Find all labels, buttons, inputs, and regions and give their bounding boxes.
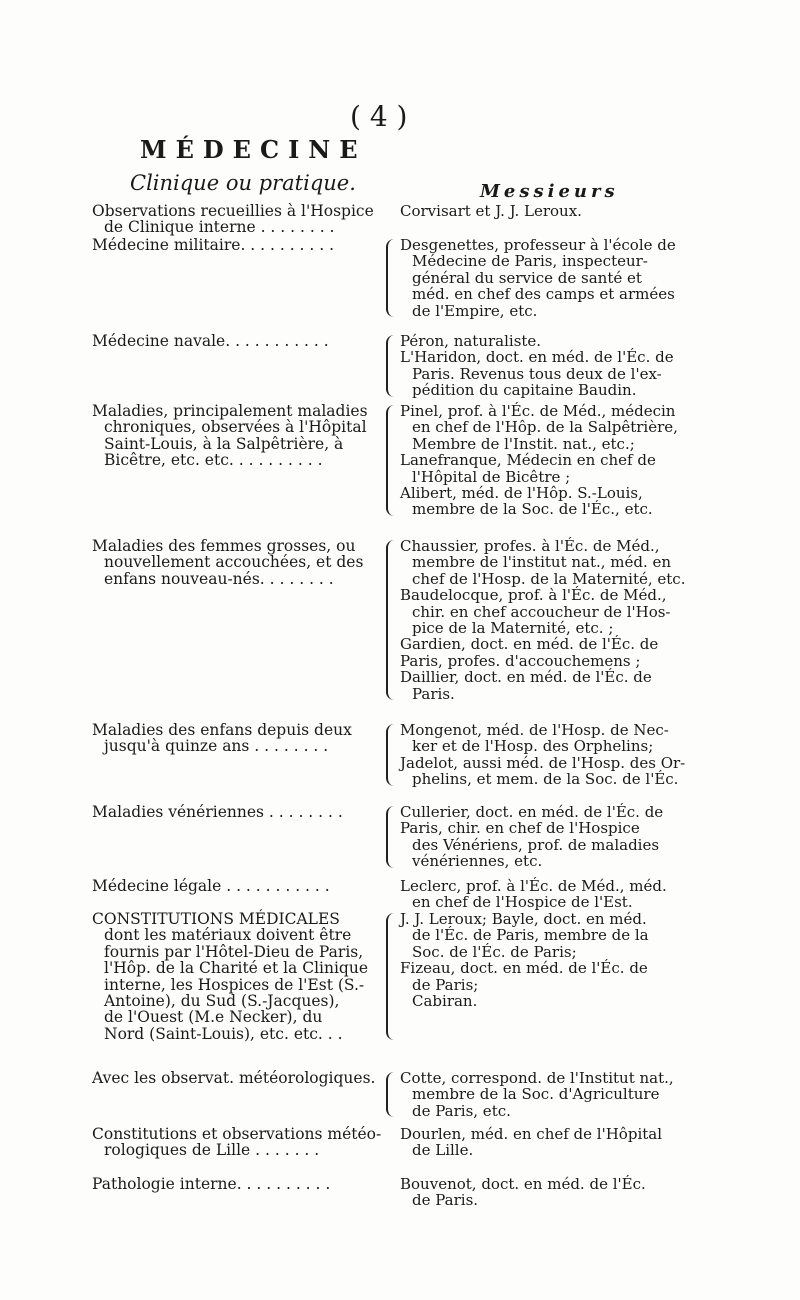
subject-line: CONSTITUTIONS MÉDICALES [92,910,340,928]
entry-physicians [400,403,720,518]
subject-line: Médecine militaire. . . . . . . . . . [92,236,335,254]
physician-line: en chef de l'Hôp. de la Salpêtrière, [412,418,678,437]
physician-line: Paris, profes. d'accouchemens ; [400,651,641,670]
physician-line: Baudelocque, prof. à l'Éc. de Méd., [400,586,667,605]
physician-line: Bouvenot, doct. en méd. de l'Éc. [400,1175,646,1193]
entry-subject [92,403,397,469]
entry-subject [92,1126,397,1159]
physician-line: Lanefranque, Médecin en chef de [400,451,656,470]
entry-physicians [400,911,720,1009]
physician-line: de Paris, etc. [412,1101,511,1120]
entry-subject [92,538,397,587]
physician-line: pice de la Maternité, etc. ; [412,619,614,638]
entry-subject [92,878,397,894]
page-number: ( 4 ) [350,100,408,133]
physician-line: Cotte, correspond. de l'Institut nat., [400,1069,674,1087]
entry-physicians [400,237,720,319]
physician-line: Membre de l'Instit. nat., etc.; [412,434,635,453]
subject-line: enfans nouveau-nés. . . . . . . . [104,569,334,588]
physician-line: membre de l'institut nat., méd. en [412,553,672,572]
subject-line: Saint-Louis, à la Salpêtrière, à [104,434,344,453]
entry-subject [92,911,397,1042]
entry-physicians [400,804,720,870]
physician-line: Desgenettes, professeur à l'école de [400,236,676,254]
subject-line: Observations recueillies à l'Hospice [92,202,374,220]
physician-line: Dourlen, méd. en chef de l'Hôpital [400,1125,663,1143]
subject-line: Antoine), du Sud (S.-Jacques), [104,992,340,1011]
subject-line: interne, les Hospices de l'Est (S.- [104,975,365,994]
entry-physicians [400,722,720,788]
physician-line: phelins, et mem. de la Soc. de l'Éc. [412,770,679,789]
physician-line: Soc. de l'Éc. de Paris; [412,942,577,961]
physician-line: Cabiran. [412,992,478,1011]
subject-line: Médecine navale. . . . . . . . . . . [92,332,329,350]
physician-line: Gardien, doct. en méd. de l'Éc. de [400,635,659,654]
grouping-brace [386,239,398,317]
physician-line: membre de la Soc. d'Agriculture [412,1085,660,1104]
entry-subject [92,1070,397,1086]
physician-line: Corvisart et J. J. Leroux. [400,202,582,220]
physician-line: Chaussier, profes. à l'Éc. de Méd., [400,537,660,555]
subject-line: Pathologie interne. . . . . . . . . . [92,1175,331,1193]
physician-line: de Lille. [412,1141,474,1160]
subject-line: l'Hôp. de la Charité et la Clinique [104,959,369,978]
section-title: MÉDECINE [140,135,367,164]
physician-line: l'Hôpital de Bicêtre ; [412,467,571,486]
grouping-brace [386,1072,398,1117]
subject-line: nouvellement accouchées, et des [104,553,364,572]
physician-line: des Vénériens, prof. de maladies [412,835,660,854]
subject-line: Maladies des enfans depuis deux [92,721,352,739]
physician-line: membre de la Soc. de l'Éc., etc. [412,500,653,519]
entry-subject [92,1176,397,1192]
subject-line: Maladies, principalement maladies [92,402,368,420]
entry-physicians [400,1070,720,1119]
physician-line: L'Haridon, doct. en méd. de l'Éc. de [400,348,674,367]
physician-line: de l'Empire, etc. [412,301,538,320]
subject-line: Maladies des femmes grosses, ou [92,537,356,555]
subject-line: Maladies vénériennes . . . . . . . . [92,803,343,821]
entry-physicians [400,333,720,399]
physician-line: vénériennes, etc. [412,852,543,871]
physician-line: Daillier, doct. en méd. de l'Éc. de [400,668,652,687]
physician-line: Cullerier, doct. en méd. de l'Éc. de [400,803,664,821]
entry-subject [92,333,397,349]
subject-line: Bicêtre, etc. etc. . . . . . . . . . [104,451,323,470]
grouping-brace [386,724,398,786]
section-subtitle: Clinique ou pratique. [130,171,356,195]
subject-line: dont les matériaux doivent être [104,926,352,945]
physician-line: en chef de l'Hospice de l'Est. [412,893,633,912]
entry-subject [92,722,397,755]
physician-line: de Paris; [412,975,479,994]
grouping-brace [386,806,398,868]
subject-line: fournis par l'Hôtel-Dieu de Paris, [104,942,364,961]
entry-physicians [400,1126,720,1159]
grouping-brace [386,405,398,516]
entry-physicians [400,203,720,219]
physician-line: pédition du capitaine Baudin. [412,381,637,400]
physician-line: Leclerc, prof. à l'Éc. de Méd., méd. [400,877,667,895]
entry-physicians [400,538,720,702]
physician-line: général du service de santé et [412,268,642,287]
physician-line: méd. en chef des camps et armées [412,285,675,304]
entry-subject [92,203,397,236]
physician-line: Fizeau, doct. en méd. de l'Éc. de [400,959,648,978]
physician-line: Paris, chir. en chef de l'Hospice [400,819,640,838]
subject-line: Nord (Saint-Louis), etc. etc. . . [104,1024,343,1043]
grouping-brace [386,540,398,700]
physician-line: Paris. Revenus tous deux de l'ex- [412,364,662,383]
physician-line: Alibert, méd. de l'Hôp. S.-Louis, [400,484,643,503]
subject-line: Médecine légale . . . . . . . . . . . [92,877,330,895]
subject-line: rologiques de Lille . . . . . . . [104,1141,320,1160]
physician-line: Jadelot, aussi méd. de l'Hosp. des Or- [400,753,686,772]
column-header: Messieurs [480,181,619,202]
subject-line: jusqu'à quinze ans . . . . . . . . [104,737,329,756]
subject-line: chroniques, observées à l'Hôpital [104,418,367,437]
entry-subject [92,804,397,820]
physician-line: de Paris. [412,1191,479,1210]
physician-line: Pinel, prof. à l'Éc. de Méd., médecin [400,402,676,420]
physician-line: Péron, naturaliste. [400,332,542,350]
subject-line: Avec les observat. météorologiques. [92,1069,376,1087]
physician-line: de l'Éc. de Paris, membre de la [412,926,649,945]
subject-line: de l'Ouest (M.e Necker), du [104,1008,323,1027]
physician-line: chef de l'Hosp. de la Maternité, etc. [412,569,686,588]
entry-subject [92,237,397,253]
physician-line: Médecine de Paris, inspecteur- [412,252,648,271]
subject-line: Constitutions et observations météo- [92,1125,382,1143]
physician-line: chir. en chef accoucheur de l'Hos- [412,602,671,621]
physician-line: ker et de l'Hosp. des Orphelins; [412,737,654,756]
entry-physicians [400,1176,720,1209]
grouping-brace [386,335,398,397]
physician-line: Mongenot, méd. de l'Hosp. de Nec- [400,721,669,739]
grouping-brace [386,913,398,1040]
entry-physicians [400,878,720,911]
physician-line: J. J. Leroux; Bayle, doct. en méd. [400,910,647,928]
subject-line: de Clinique interne . . . . . . . . [104,218,335,237]
physician-line: Paris. [412,684,455,703]
